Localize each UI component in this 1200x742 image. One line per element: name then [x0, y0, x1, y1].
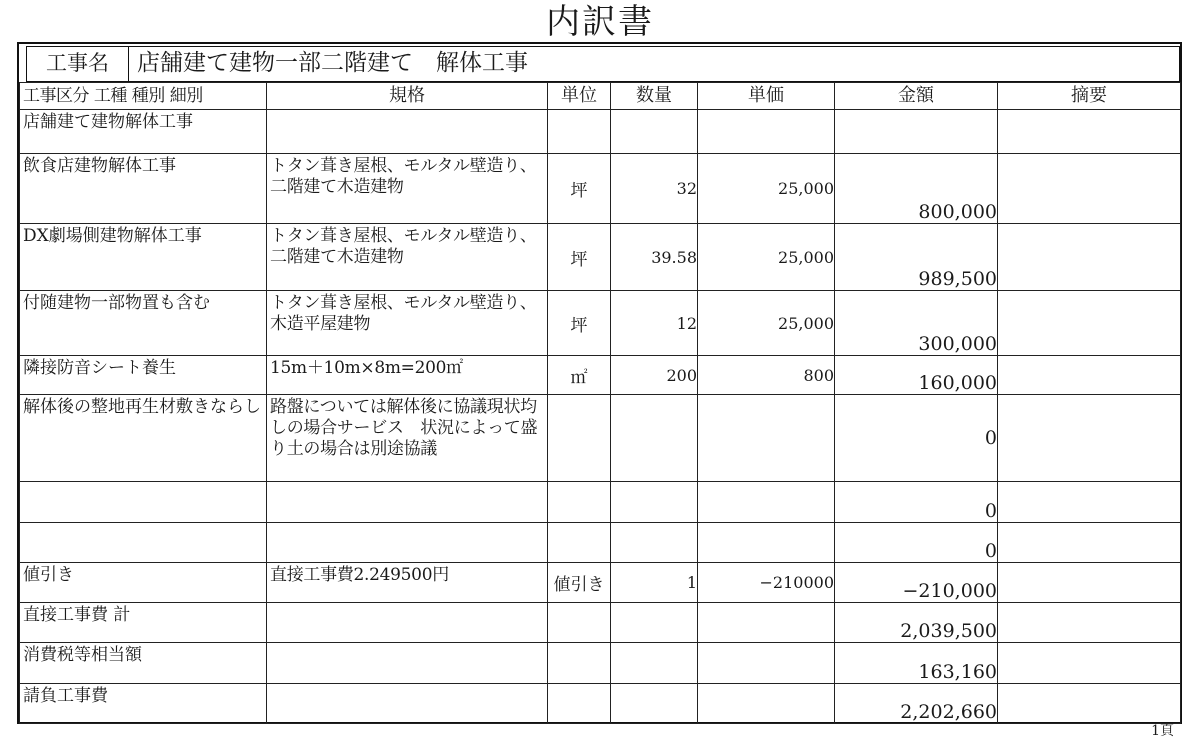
row-spec	[267, 110, 548, 154]
header-qty: 数量	[611, 83, 698, 110]
row-price: 25,000	[698, 224, 835, 291]
table-row	[20, 110, 1181, 154]
row-note	[998, 482, 1181, 523]
row-qty: 32	[611, 154, 698, 224]
row-unit: 坪	[548, 224, 611, 291]
row-spec	[267, 523, 548, 563]
header-spec: 規格	[267, 83, 548, 110]
row-qty	[611, 110, 698, 154]
row-note	[998, 110, 1181, 154]
row-amount: 160,000	[835, 356, 998, 395]
row-amount: 0	[835, 523, 998, 563]
row-item: 隣接防音シート養生	[20, 356, 267, 395]
document-title: 内訳書	[546, 2, 654, 42]
row-price: 25,000	[698, 291, 835, 356]
row-amount: 0	[835, 395, 998, 482]
row-amount: 800,000	[835, 154, 998, 224]
row-unit	[548, 684, 611, 724]
table-row	[20, 291, 1181, 356]
row-amount: 0	[835, 482, 998, 523]
row-qty: 1	[611, 563, 698, 603]
table-row	[20, 523, 1181, 563]
row-price	[698, 643, 835, 684]
row-item: 消費税等相当額	[20, 643, 267, 684]
row-unit: ㎡	[548, 356, 611, 395]
table-header-row	[20, 83, 1181, 110]
row-item: 値引き	[20, 563, 267, 603]
table-row	[20, 395, 1181, 482]
table-row	[20, 356, 1181, 395]
row-amount: 300,000	[835, 291, 998, 356]
header-unit: 単位	[548, 83, 611, 110]
row-qty: 12	[611, 291, 698, 356]
table-row	[20, 603, 1181, 643]
row-spec: 15m＋10m×8m=200㎡	[267, 356, 548, 395]
row-spec	[267, 482, 548, 523]
row-spec	[267, 684, 548, 724]
row-price: 25,000	[698, 154, 835, 224]
project-name: 店舗建て建物一部二階建て 解体工事	[137, 50, 528, 76]
row-unit: 坪	[548, 154, 611, 224]
table-row	[20, 224, 1181, 291]
row-amount: 989,500	[835, 224, 998, 291]
table-row	[20, 684, 1181, 724]
row-price	[698, 684, 835, 724]
row-amount: 2,039,500	[835, 603, 998, 643]
row-spec: トタン葺き屋根、モルタル壁造り、木造平屋建物	[267, 291, 548, 356]
row-qty	[611, 684, 698, 724]
row-item: 付随建物一部物置も含む	[20, 291, 267, 356]
row-unit	[548, 482, 611, 523]
row-price	[698, 395, 835, 482]
breakdown-table	[19, 82, 1181, 724]
table-row	[20, 482, 1181, 523]
row-item: 飲食店建物解体工事	[20, 154, 267, 224]
row-note	[998, 643, 1181, 684]
row-price	[698, 110, 835, 154]
row-qty: 39.58	[611, 224, 698, 291]
row-spec: トタン葺き屋根、モルタル壁造り、二階建て木造建物	[267, 154, 548, 224]
row-price	[698, 482, 835, 523]
project-label: 工事名	[27, 47, 129, 81]
row-price	[698, 603, 835, 643]
row-item	[20, 523, 267, 563]
row-amount: −210,000	[835, 563, 998, 603]
row-qty	[611, 482, 698, 523]
row-qty	[611, 395, 698, 482]
row-spec: 直接工事費2.249500円	[267, 563, 548, 603]
row-note	[998, 356, 1181, 395]
row-item: 請負工事費	[20, 684, 267, 724]
row-unit: 坪	[548, 291, 611, 356]
row-unit	[548, 643, 611, 684]
row-unit: 値引き	[548, 563, 611, 603]
row-note	[998, 154, 1181, 224]
row-qty: 200	[611, 356, 698, 395]
row-price	[698, 523, 835, 563]
row-unit	[548, 523, 611, 563]
header-note: 摘要	[998, 83, 1181, 110]
row-note	[998, 523, 1181, 563]
row-note	[998, 563, 1181, 603]
table-row	[20, 563, 1181, 603]
row-note	[998, 684, 1181, 724]
row-spec: 路盤については解体後に協議現状均しの場合サービス 状況によって盛り土の場合は別途協議	[267, 395, 548, 482]
row-price: 800	[698, 356, 835, 395]
row-note	[998, 603, 1181, 643]
row-item: 店舗建て建物解体工事	[20, 110, 267, 154]
row-qty	[611, 643, 698, 684]
row-spec: トタン葺き屋根、モルタル壁造り、二階建て木造建物	[267, 224, 548, 291]
row-note	[998, 224, 1181, 291]
row-unit	[548, 603, 611, 643]
row-spec	[267, 643, 548, 684]
row-note	[998, 291, 1181, 356]
row-amount: 163,160	[835, 643, 998, 684]
row-item: 直接工事費 計	[20, 603, 267, 643]
row-note	[998, 395, 1181, 482]
row-item	[20, 482, 267, 523]
header-amount: 金額	[835, 83, 998, 110]
project-name-box	[26, 46, 1180, 82]
row-spec	[267, 603, 548, 643]
row-unit	[548, 110, 611, 154]
page-number: 1頁	[1151, 723, 1174, 739]
row-item: DX劇場側建物解体工事	[20, 224, 267, 291]
row-amount	[835, 110, 998, 154]
header-item: 工事区分 工種 種別 細別	[20, 83, 267, 110]
row-unit	[548, 395, 611, 482]
table-row	[20, 154, 1181, 224]
row-price: −210000	[698, 563, 835, 603]
table-row	[20, 643, 1181, 684]
header-price: 単価	[698, 83, 835, 110]
row-qty	[611, 603, 698, 643]
row-qty	[611, 523, 698, 563]
row-item: 解体後の整地再生材敷きならし	[20, 395, 267, 482]
row-amount: 2,202,660	[835, 684, 998, 724]
